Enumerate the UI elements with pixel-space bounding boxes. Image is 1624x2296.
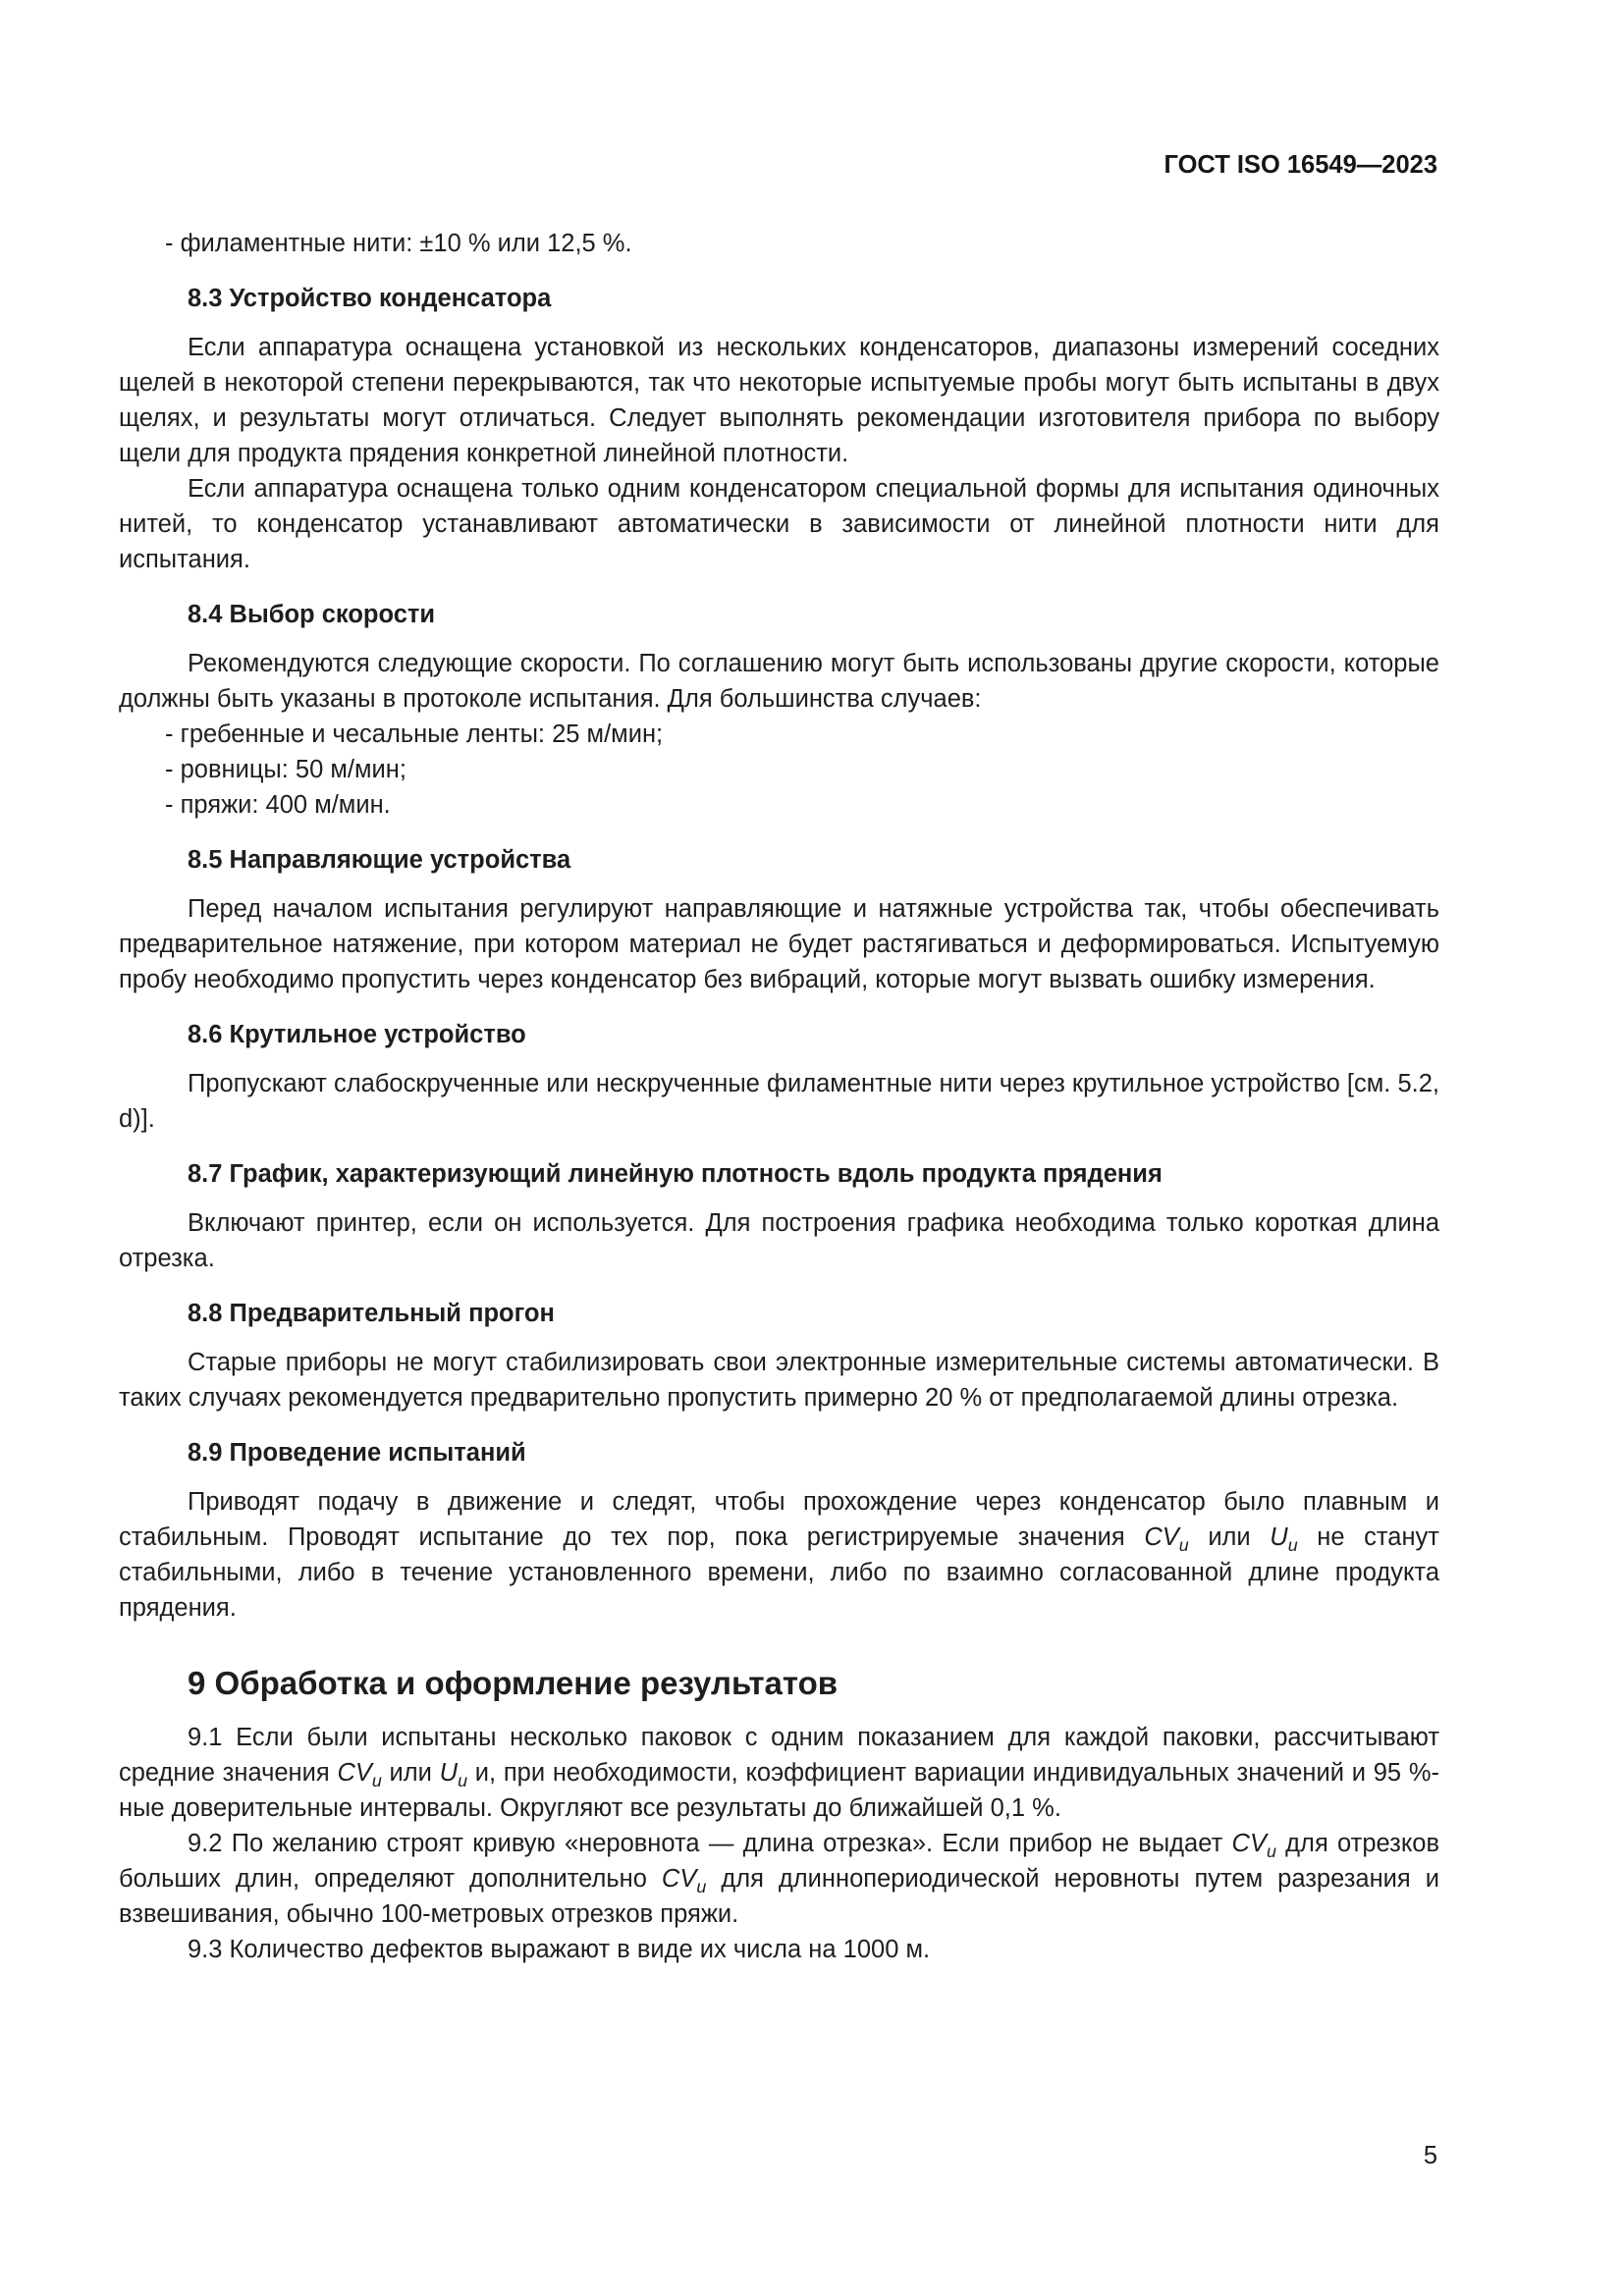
text-run: и, при необходимости, коэффициент вариации индивидуальных значений и 95 %-ные доверительные интервалы. Округляют все результаты до ближайшей 0,1 %. [119,1759,1439,1822]
symbol-cv [661,1865,707,1896]
paragraph: Включают принтер, если он используется. Для построения графика необходима только короткая длина отрезка. [119,1209,1439,1272]
list-item: - филаментные нити: ±10 % или 12,5 %. [165,230,632,257]
text-run: не станут стабильными, либо в течение установленного времени, либо по взаимно согласованной длине продукта прядения. [119,1523,1439,1622]
text-run: или [381,1759,440,1787]
paragraph: 9.3 Количество дефектов выражают в виде их числа на 1000 м. [188,1936,931,1963]
symbol-cv [1144,1523,1189,1555]
document-header: ГОСТ ISO 16549—2023 [1164,151,1437,179]
subscript: u [371,1771,382,1790]
chapter-heading-9: 9 Обработка и оформление результатов [188,1665,839,1701]
subscript: u [458,1771,468,1790]
document-body [119,226,1439,1967]
paragraph: Рекомендуются следующие скорости. По соглашению могут быть использованы другие скорости, которые должны быть указаны в протоколе испытания. Для большинства случаев: [119,650,1439,713]
subscript: u [1287,1535,1298,1555]
paragraph: Старые приборы не могут стабилизировать свои электронные измерительные системы автоматически. В таких случаях рекомендуется предварительно пропустить примерно 20 % от предполагаемой длины отрезка. [119,1349,1439,1412]
text-run: Приводят подачу в движение и следят, чтобы прохождение через конденсатор было плавным и стабильным. Проводят испытание до тех пор, пока регистрируемые значения [119,1488,1439,1551]
section-heading-8-9: 8.9 Проведение испытаний [188,1439,526,1467]
text-run: для отрезков больших длин, определяют дополнительно [119,1830,1439,1893]
symbol-text: CV [661,1865,697,1893]
symbol-u [439,1759,468,1790]
subscript: u [1266,1842,1276,1861]
symbol-cv [337,1759,382,1790]
symbol-text: U [1270,1523,1288,1551]
list-item: - гребенные и чесальные ленты: 25 м/мин; [165,721,664,748]
section-heading-8-5: 8.5 Направляющие устройства [188,846,571,874]
paragraph: Перед началом испытания регулируют направляющие и натяжные устройства так, чтобы обеспечивать предварительное натяжение, при котором материал не будет растягиваться и деформироваться. Испытуемую пробу необходимо пропустить через конденсатор без вибраций, которые могут вызвать ошибку измерения. [119,895,1439,993]
symbol-text: CV [1231,1830,1267,1857]
section-heading-8-7: 8.7 График, характеризующий линейную плотность вдоль продукта прядения [188,1160,1163,1188]
section-heading-8-4: 8.4 Выбор скорости [188,601,436,628]
list-item: - пряжи: 400 м/мин. [165,791,391,819]
text-run: 9.2 По желанию строят кривую «неровнота — длина отрезка». Если прибор не выдает [188,1830,1232,1857]
symbol-text: CV [1144,1523,1179,1551]
paragraph [119,1826,1439,1932]
text-run: или [1188,1523,1271,1551]
subscript: u [696,1877,707,1896]
symbol-cv [1231,1830,1276,1861]
symbol-text: U [439,1759,459,1787]
text-run: для длиннопериодической неровноты путем разрезания и взвешивания, обычно 100-метровых отрезков пряжи. [119,1865,1439,1928]
section-heading-8-6: 8.6 Крутильное устройство [188,1021,526,1048]
paragraph: Если аппаратура оснащена установкой из нескольких конденсаторов, диапазоны измерений соседних щелей в некоторой степени перекрываются, так что некоторые испытуемые пробы могут быть испытаны в двух щелях, и результаты могут отличаться. Следует выполнять рекомендации изготовителя прибора по выбору щели для продукта прядения конкретной линейной плотности. [119,334,1439,467]
paragraph: Если аппаратура оснащена только одним конденсатором специальной формы для испытания одиночных нитей, то конденсатор устанавливают автоматически в зависимости от линейной плотности нити для испытания. [119,475,1439,573]
symbol-u [1270,1523,1298,1555]
section-heading-8-8: 8.8 Предварительный прогон [188,1300,555,1327]
list-item: - ровницы: 50 м/мин; [165,756,406,783]
text-run: 9.1 Если были испытаны несколько паковок с одним показанием для каждой паковки, рассчитывают средние значения [119,1724,1439,1787]
paragraph [119,1484,1439,1626]
paragraph: Пропускают слабоскрученные или нескрученные филаментные нити через крутильное устройство [см. 5.2, d)]. [119,1070,1439,1133]
paragraph [119,1720,1439,1826]
subscript: u [1178,1535,1189,1555]
page-number: 5 [1423,2142,1437,2169]
section-heading-8-3: 8.3 Устройство конденсатора [188,285,552,312]
symbol-text: CV [337,1759,372,1787]
